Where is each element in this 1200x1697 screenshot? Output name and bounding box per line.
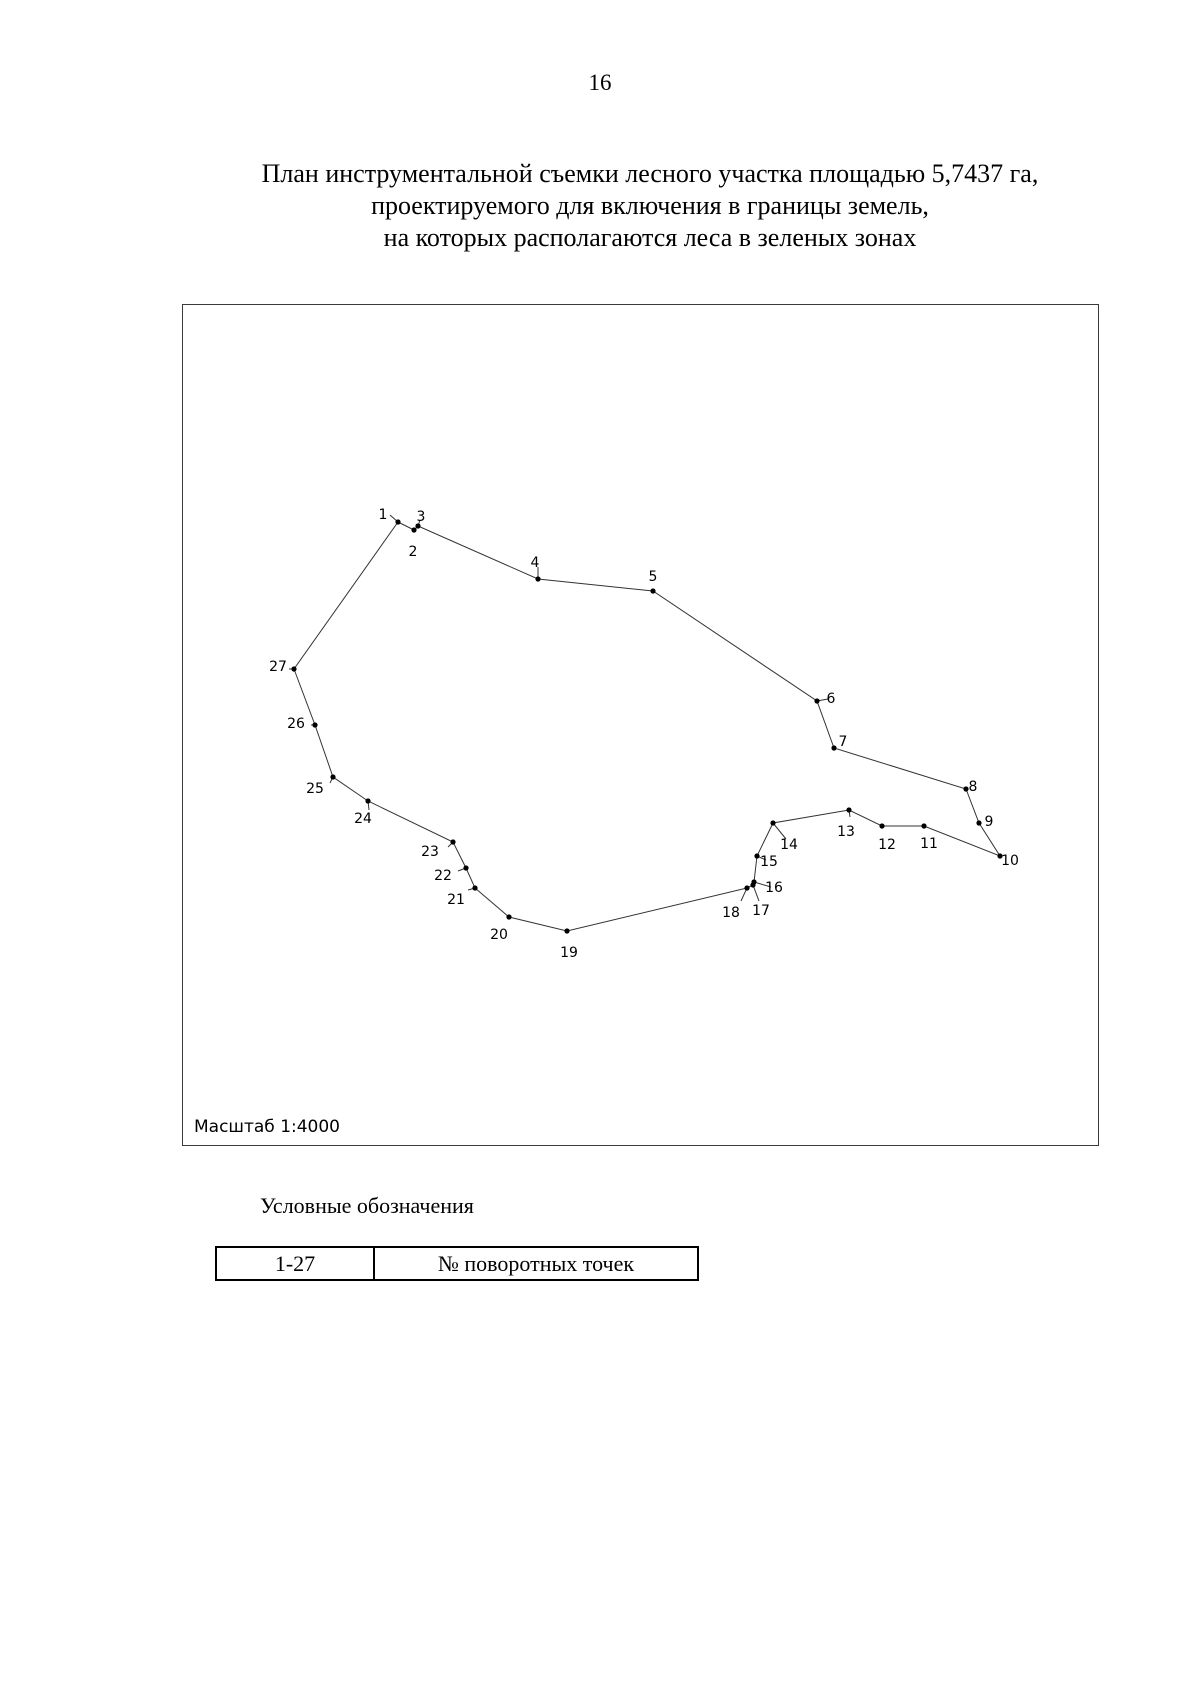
vertex-label: 9 <box>984 814 994 830</box>
legend-code: 1-27 <box>216 1247 374 1280</box>
legend-description: № поворотных точек <box>374 1247 698 1280</box>
vertex-point <box>395 519 400 524</box>
survey-plan-drawing <box>183 305 1100 1147</box>
vertex-point <box>754 853 759 858</box>
vertex-point <box>411 527 416 532</box>
vertex-label: 3 <box>416 509 426 525</box>
vertex-label: 12 <box>878 837 896 853</box>
vertex-labels <box>269 507 1019 961</box>
vertex-label: 19 <box>560 945 578 961</box>
vertex-label: 11 <box>920 836 938 852</box>
vertex-label: 18 <box>722 905 740 921</box>
vertex-point <box>506 914 511 919</box>
vertex-point <box>770 820 775 825</box>
vertex-point <box>535 576 540 581</box>
page-number: 16 <box>588 70 612 95</box>
vertex-label: 17 <box>752 903 770 919</box>
boundary-vertices <box>291 519 1002 933</box>
vertex-label: 8 <box>968 779 978 795</box>
title-line: на которых располагаются леса в зеленых зонах <box>383 223 917 252</box>
vertex-label: 2 <box>408 544 418 560</box>
vertex-label: 23 <box>421 844 439 860</box>
vertex-point <box>650 588 655 593</box>
vertex-label: 7 <box>838 734 848 750</box>
vertex-point <box>291 666 296 671</box>
vertex-label: 24 <box>354 811 372 827</box>
page-title <box>150 158 1150 254</box>
vertex-point <box>921 823 926 828</box>
vertex-point <box>472 885 477 890</box>
vertex-point <box>312 722 317 727</box>
vertex-label: 4 <box>530 555 540 571</box>
vertex-label: 13 <box>837 824 855 840</box>
vertex-label: 22 <box>434 868 452 884</box>
scale-label: Масштаб 1:4000 <box>194 1117 341 1137</box>
vertex-point <box>365 798 370 803</box>
label-leaders <box>289 515 850 901</box>
vertex-point <box>814 698 819 703</box>
vertex-point <box>463 865 468 870</box>
survey-plan-frame <box>182 304 1099 1146</box>
vertex-label: 5 <box>648 569 658 585</box>
legend-table <box>215 1246 699 1281</box>
vertex-label: 15 <box>760 854 778 870</box>
vertex-label: 26 <box>287 716 305 732</box>
vertex-label: 27 <box>269 659 287 675</box>
vertex-point <box>450 839 455 844</box>
vertex-label: 16 <box>765 880 783 896</box>
legend-row <box>216 1247 698 1280</box>
vertex-point <box>846 807 851 812</box>
plot-boundary <box>294 522 1000 931</box>
vertex-label: 1 <box>378 507 388 523</box>
vertex-label: 21 <box>447 892 465 908</box>
vertex-label: 25 <box>306 781 324 797</box>
legend-heading: Условные обозначения <box>260 1193 474 1218</box>
vertex-label: 20 <box>490 927 508 943</box>
vertex-point <box>831 745 836 750</box>
vertex-point <box>744 885 749 890</box>
vertex-point <box>750 882 755 887</box>
vertex-label: 14 <box>780 837 798 853</box>
vertex-point <box>976 820 981 825</box>
vertex-label: 10 <box>1001 853 1019 869</box>
vertex-point <box>330 774 335 779</box>
title-line: План инструментальной съемки лесного участка площадью 5,7437 га, <box>261 159 1039 188</box>
vertex-point <box>879 823 884 828</box>
vertex-point <box>564 928 569 933</box>
title-line: проектируемого для включения в границы земель, <box>371 191 929 220</box>
vertex-label: 6 <box>826 691 836 707</box>
